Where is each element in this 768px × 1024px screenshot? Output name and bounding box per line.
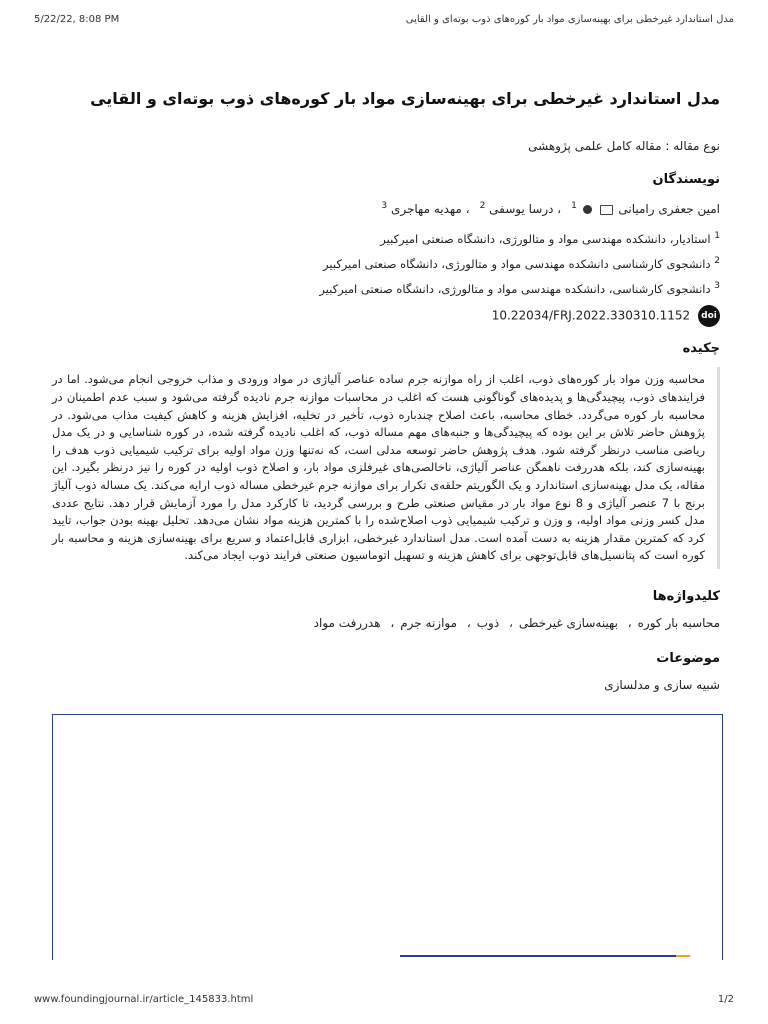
- keywords-list: محاسبه بار کوره، بهینه‌سازی غیرخطی، ذوب، موازنه جرم، هدررفت مواد: [52, 613, 720, 633]
- author-name[interactable]: مهدیه مهاجری: [390, 202, 462, 216]
- keyword-link[interactable]: محاسبه بار کوره: [637, 616, 720, 631]
- frame-divider: [400, 955, 690, 957]
- orcid-icon[interactable]: [583, 205, 592, 214]
- affiliation-item: [52, 275, 720, 300]
- affiliation-number: 3: [714, 280, 720, 291]
- frame-divider-accent: [676, 955, 690, 957]
- print-datetime: 5/22/22, 8:08 PM: [34, 14, 120, 25]
- author-affiliation-ref: 3: [381, 201, 388, 211]
- article-type-value: مقاله کامل علمی پژوهشی: [528, 139, 662, 153]
- affiliation-number: 2: [714, 255, 720, 266]
- print-footer: [34, 994, 734, 1008]
- keyword-link[interactable]: بهینه‌سازی غیرخطی: [518, 616, 618, 631]
- keywords-heading: کلیدواژه‌ها: [652, 589, 720, 605]
- print-header: [34, 14, 734, 30]
- email-icon[interactable]: [600, 205, 613, 215]
- topic-link[interactable]: شبیه سازی و مدلسازی: [604, 678, 720, 693]
- author-item[interactable]: [571, 196, 720, 219]
- keyword-link[interactable]: موازنه جرم: [400, 616, 458, 631]
- doi-row: [52, 305, 720, 327]
- embedded-frame: [52, 714, 723, 960]
- print-page-title: مدل استاندارد غیرخطی برای بهینه‌سازی مواد بار کوره‌های ذوب بوته‌ای و القایی: [405, 14, 734, 25]
- doi-icon: doi: [698, 305, 720, 327]
- author-name[interactable]: درسا یوسفی: [489, 202, 554, 216]
- doi-link[interactable]: 10.22034/FRJ.2022.330310.1152: [491, 308, 691, 323]
- author-name[interactable]: امین جعفری رامیانی: [618, 202, 720, 216]
- abstract-text: محاسبه وزن مواد بار کوره‌های ذوب، اغلب از راه موازنه جرم ساده عناصر آلیاژی در مواد ورودی و مذاب خروجی انجام می‌شود. اما در فرایندهای ذوب، پیچیدگی‌ها و پدیده‌های گوناگونی هست که اغلب در محاسبات موازنه جرم نادیده گرفته می‌شود و سبب عدم اطمینان در محاسبه بار کوره می‌گردد. خطای محاسبه، باعث اصلاح چندباره ذوب، تأخیر در تخلیه، افزایش هزینه و کاهش کیفیت مذاب می‌شود. در پژوهش حاضر تلاش بر این بوده که پیچیدگی‌ها و جنبه‌های مهم مساله ذوب، که اغلب نادیده گرفته شده، در کوره شناسایی و در یک مدل ریاضی مناسب درنظر گرفته شود. هدف پژوهش حاضر توسعه مدلی است، که نه‌تنها وزن مواد اولیه برای ترکیب شیمیایی ذوب هدف را بهینه‌سازی کند، بلکه هدررفت ناهمگن عناصر آلیاژی، ناخالصی‌های غیرفلزی مواد بار، و اصلاح ذوب اولیه در کوره را نیز درنظر بگیرد. این مقاله، یک مدل بهینه‌سازی استاندارد و یک الگوریتم حلقه‌ی تکرار برای موازنه جرم غیرخطی مساله ذوب ارایه می‌کند. یک مساله ذوب آلیاژ برنج با 7 عنصر آلیاژی و 8 نوع مواد بار در مقیاس صنعتی طرح و بررسی گردید، تا کارکرد مدل را مورد آزمایش قرار دهد. نتایج عددی مدل کسر وزنی مواد اولیه، و وزن و ترکیب شیمیایی ذوب اصلاح‌شده را با کمترین هزینه مواد نشان می‌دهد. تحلیل بهینه بودن جواب، تایید کرد که کمترین مقدار هزینه به دست آمده است. مدل استاندارد غیرخطی، ابزاری قابل‌اعتماد و سریع برای بهینه‌سازی هزینه و محاسبه بار کوره است که پتانسیل‌های قابل‌توجهی برای کاهش هزینه و تسهیل اتوماسیون صنعتی فرایند ذوب ایجاد می‌کند.: [52, 367, 720, 569]
- article-type: نوع مقاله : مقاله کامل علمی پژوهشی: [528, 139, 720, 153]
- article-title: مدل استاندارد غیرخطی برای بهینه‌سازی مواد بار کوره‌های ذوب بوته‌ای و القایی: [90, 89, 720, 108]
- author-affiliation-ref: 2: [479, 201, 486, 211]
- affiliation-number: 1: [714, 231, 720, 241]
- affiliation-text: دانشجوی کارشناسی دانشکده مهندسی مواد و متالورژی، دانشگاه صنعتی امیرکبیر: [323, 256, 711, 271]
- author-item[interactable]: [480, 196, 554, 219]
- author-item[interactable]: [381, 196, 461, 219]
- keyword-link[interactable]: هدررفت مواد: [313, 616, 381, 631]
- affiliation-item: [52, 250, 720, 275]
- abstract-heading: چکیده: [682, 341, 720, 357]
- authors-heading: نویسندگان: [652, 172, 720, 187]
- print-url: www.foundingjournal.ir/article_145833.html: [34, 994, 254, 1005]
- article-type-label: نوع مقاله: [673, 139, 720, 153]
- article-content: [52, 86, 720, 695]
- affiliation-text: استادیار، دانشکده مهندسی مواد و متالورژی، دانشگاه صنعتی امیرکبیر: [380, 231, 711, 246]
- authors-list: امین جعفری رامیانی $^1$، درسا یوسفی $^2$، مهدیه مهاجری $^3$: [52, 196, 720, 219]
- affiliation-text: دانشجوی کارشناسی، دانشکده مهندسی مواد و متالورژی، دانشگاه صنعتی امیرکبیر: [319, 281, 711, 296]
- page-number: 1/2: [717, 994, 734, 1005]
- topics-heading: موضوعات: [656, 651, 720, 667]
- author-affiliation-ref: 1: [571, 201, 577, 211]
- keyword-link[interactable]: ذوب: [476, 616, 500, 631]
- affiliation-item: [52, 225, 720, 250]
